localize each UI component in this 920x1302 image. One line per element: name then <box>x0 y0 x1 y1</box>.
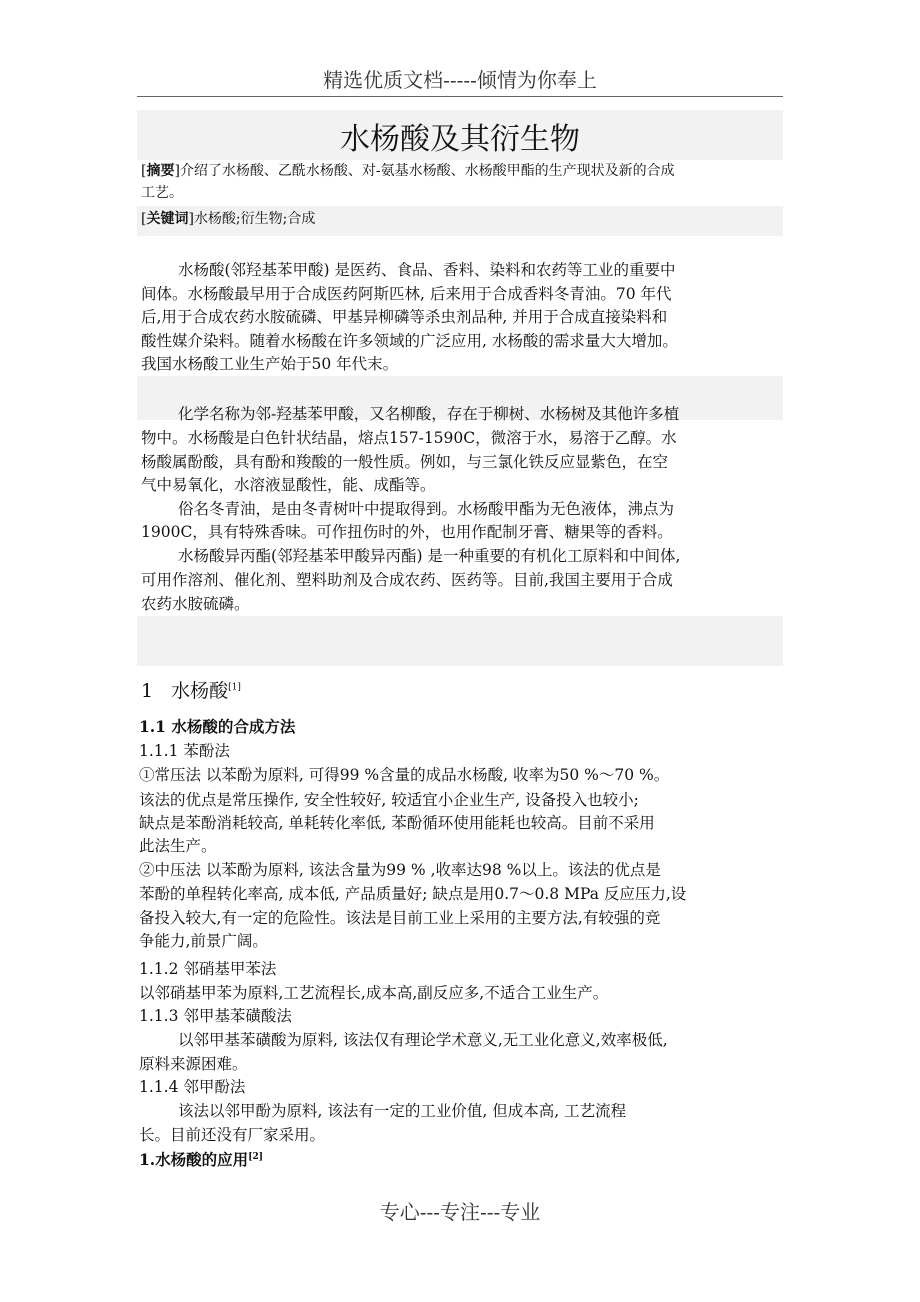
body-line: 该法的优点是常压操作, 安全性较好, 较适宜小企业生产, 设备投入也较小; <box>139 791 639 809</box>
abstract-label: 摘要 <box>146 163 175 179</box>
subsection-heading: 1.水杨酸的应用[2] <box>139 1150 263 1169</box>
keywords-label: 关键词 <box>146 211 189 227</box>
intro-p1-line: 后,用于合成农药水胺硫磷、甲基异柳磷等杀虫剂品种, 并用于合成直接染料和 <box>141 308 668 326</box>
body-line: 缺点是苯酚消耗较高, 单耗转化率低, 苯酚循环使用能耗也较高。目前不采用 <box>139 814 655 832</box>
body-line: 该法以邻甲酚为原料, 该法有一定的工业价值, 但成本高, 工艺流程 <box>178 1102 627 1120</box>
intro-p2-line: 气中易氧化，水溶液显酸性，能、成酯等。 <box>141 476 436 494</box>
document-title: 水杨酸及其衍生物 <box>340 122 580 157</box>
abstract-line-2: 工艺。 <box>141 185 183 201</box>
intro-p3-line: 俗名冬青油，是由冬青树叶中提取得到。水杨酸甲酯为无色液体，沸点为 <box>178 500 675 518</box>
subsubsection-heading: 1.1.1 苯酚法 <box>139 742 230 760</box>
intro-p4-line: 农药水胺硫磷。 <box>141 595 250 613</box>
page-footer: 专心---专注---专业 <box>379 1200 541 1224</box>
section-heading: 1 水杨酸[1] <box>141 680 241 702</box>
body-line: 争能力,前景广阔。 <box>139 932 268 950</box>
body-line: 苯酚的单程转化率高, 成本低, 产品质量好; 缺点是用0.7～0.8 MPa 反应压力,设 <box>139 885 687 903</box>
intro-p2-line: 化学名称为邻-羟基苯甲酸，又名柳酸，存在于柳树、水杨树及其他许多植 <box>178 405 680 423</box>
intro-p2-line: 物中。水杨酸是白色针状结晶，熔点157-1590C，微溶于水，易溶于乙醇。水 <box>141 429 677 447</box>
intro-p1-line: 酸性媒介染料。随着水杨酸在许多领域的广泛应用, 水杨酸的需求量大大增加。 <box>141 332 678 350</box>
body-line: ①常压法 以苯酚为原料, 可得99 %含量的成品水杨酸, 收率为50 %～70 %。 <box>139 766 670 784</box>
body-line: 原料来源困难。 <box>139 1055 248 1073</box>
abstract-line-1: [摘要]介绍了水杨酸、乙酰水杨酸、对-氨基水杨酸、水杨酸甲酯的生产现状及新的合成 <box>141 163 675 179</box>
subsubsection-heading: 1.1.4 邻甲酚法 <box>139 1078 246 1096</box>
subsubsection-heading: 1.1.2 邻硝基甲苯法 <box>139 960 277 978</box>
blank-shade-2 <box>137 616 783 666</box>
intro-p3-line: 1900C，具有特殊香味。可作扭伤时的外，也用作配制牙膏、糖果等的香料。 <box>141 523 673 541</box>
body-line: 以邻硝基甲苯为原料,工艺流程长,成本高,副反应多,不适合工业生产。 <box>139 984 609 1002</box>
body-line: 长。目前还没有厂家采用。 <box>139 1126 326 1144</box>
subsection-heading: 1.1 水杨酸的合成方法 <box>139 717 296 736</box>
reference-marker: [1] <box>228 682 241 693</box>
keywords-line: [关键词]水杨酸;衍生物;合成 <box>141 211 316 227</box>
body-line: 备投入较大,有一定的危险性。该法是目前工业上采用的主要方法,有较强的竞 <box>139 909 661 927</box>
header-divider <box>137 96 783 97</box>
intro-p1-line: 水杨酸(邻羟基苯甲酸) 是医药、食品、香料、染料和农药等工业的重要中 <box>178 261 676 279</box>
page-header: 精选优质文档-----倾情为你奉上 <box>323 68 597 92</box>
body-line: 此法生产。 <box>139 837 217 855</box>
intro-p4-line: 水杨酸异丙酯(邻羟基苯甲酸异丙酯) 是一种重要的有机化工原料和中间体, <box>178 547 681 565</box>
reference-marker: [2] <box>248 1151 263 1162</box>
body-line: ②中压法 以苯酚为原料, 该法含量为99 % ,收率达98 %以上。该法的优点是 <box>139 861 661 879</box>
body-line: 以邻甲基苯磺酸为原料, 该法仅有理论学术意义,无工业化意义,效率极低, <box>178 1031 668 1049</box>
intro-p4-line: 可用作溶剂、催化剂、塑料助剂及合成农药、医药等。目前,我国主要用于合成 <box>141 571 673 589</box>
intro-p1-line: 间体。水杨酸最早用于合成医药阿斯匹林, 后来用于合成香料冬青油。70 年代 <box>141 285 672 303</box>
subsubsection-heading: 1.1.3 邻甲基苯磺酸法 <box>139 1007 292 1025</box>
intro-p2-line: 杨酸属酚酸，具有酚和羧酸的一般性质。例如，与三氯化铁反应显紫色，在空 <box>141 453 669 471</box>
intro-p1-line: 我国水杨酸工业生产始于50 年代末。 <box>141 355 399 373</box>
